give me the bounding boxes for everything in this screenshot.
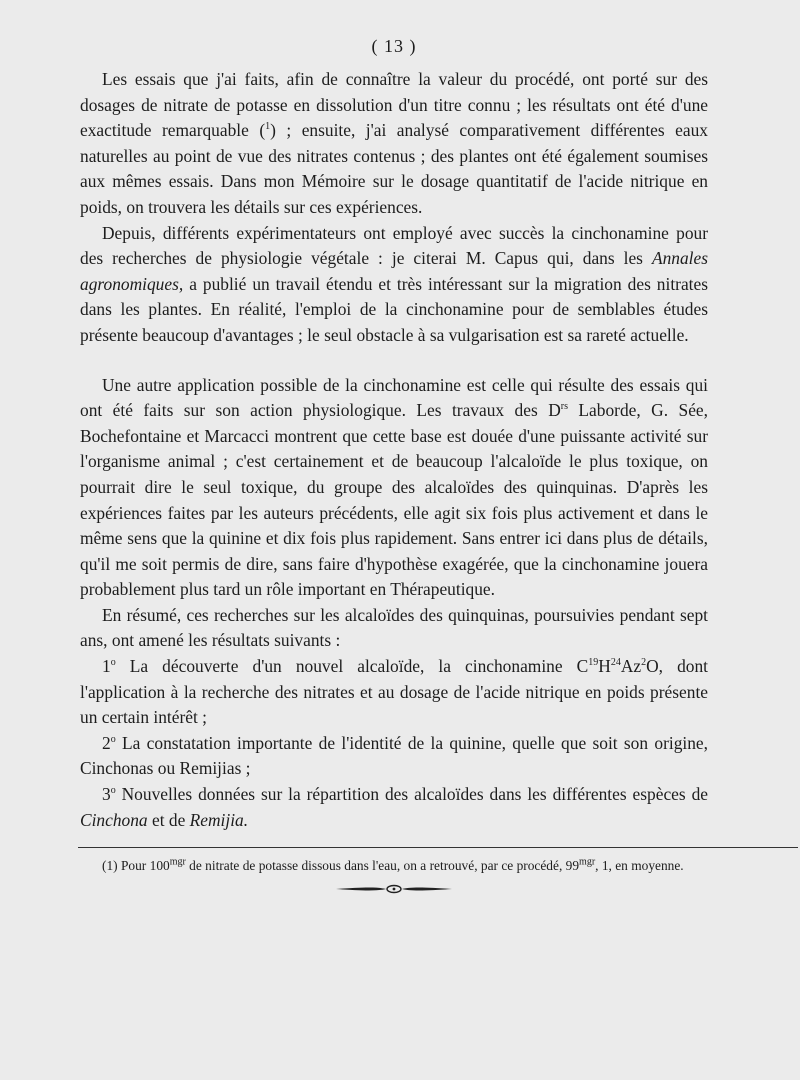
footnote: (1) Pour $100^{mgr}$ de nitrate de potasse dissous dans l'eau, on a retrouvé, par ce procédé, $99^{mgr}$, 1, en moyenne. <box>102 856 684 874</box>
paragraph-3: Une autre application possible de la cinchonamine est celle qui résulte des essais qui ont été faits sur son action physiologique. Les travaux des $D^{rs}$ Laborde, G. Sée, Bochefontaine et Marcacci montrent que cette base est douée d'une puissante activité sur l'organisme animal ; c'est certainement et de beaucoup l'alcaloïde le plus toxique, on pourrait dire le seul toxique, du groupe des alcaloïdes des quinquinas. D'après les expériences faites par les auteurs précédents, elle agit six fois plus activement et dans le même sens que la quinine et dix fois plus rapidement. Sans entrer ici dans plus de détails, qu'il me soit permis de dire, sans faire d'hypothèse exagérée, que la cinchonamine jouera probablement plus tard un rôle important en Thérapeutique. <box>80 374 708 600</box>
paragraph-2: Depuis, différents expérimentateurs ont employé avec succès la cinchonamine pour des recherches de physiologie végétale : je citerai M. Capus qui, dans les Annales agronomiques, a publié un travail étendu et très intéressant sur la migration des nitrates dans les plantes. En réalité, l'emploi de la cinchonamine pour de semblables études présente beaucoup d'avantages ; le seul obstacle à sa vulgarisation est sa rareté actuelle. <box>80 222 708 345</box>
paragraph-4: En résumé, ces recherches sur les alcaloïdes des quinquinas, poursuivies pendant sept ans, ont amené les résultats suivants : <box>80 604 708 651</box>
journal-title: Annales agronomiques, <box>80 248 708 294</box>
paragraph-1: Les essais que j'ai faits, afin de connaître la valeur du procédé, ont porté sur des dosages de nitrate de potasse en dissolution d'un titre connu ; les résultats ont été d'une exactitude remarquable ($^1$) ; ensuite, j'ai analysé comparativement différentes eaux naturelles au point de vue des nitrates contenus ; des plantes ont été également soumises aux mêmes essais. Dans mon Mémoire sur le dosage quantitatif de l'acide nitrique en poids, on trouvera les détails sur ces expériences. <box>80 69 708 217</box>
footnote-divider <box>78 847 798 848</box>
page-number: ( 13 ) <box>371 36 417 56</box>
result-item-3: 3$^o$ Nouvelles données sur la répartition des alcaloïdes dans les différentes espèces de Cinchona et de Remijia. <box>80 784 708 830</box>
decorative-ornament-icon <box>334 882 454 896</box>
result-item-2: 2$^o$ La constatation importante de l'identité de la quinine, quelle que soit son origine, Cinchonas ou Remijias ; <box>80 732 708 779</box>
footnote-ref[interactable]: 1 <box>265 121 271 133</box>
result-item-1: 1$^o$ La découverte d'un nouvel alcaloïde, la cinchonamine $C^{19}H^{24}Az^2O$, dont l'application à la recherche des nitrates et au dosage de l'acide nitrique en poids présente un certain intérêt ; <box>80 656 708 728</box>
